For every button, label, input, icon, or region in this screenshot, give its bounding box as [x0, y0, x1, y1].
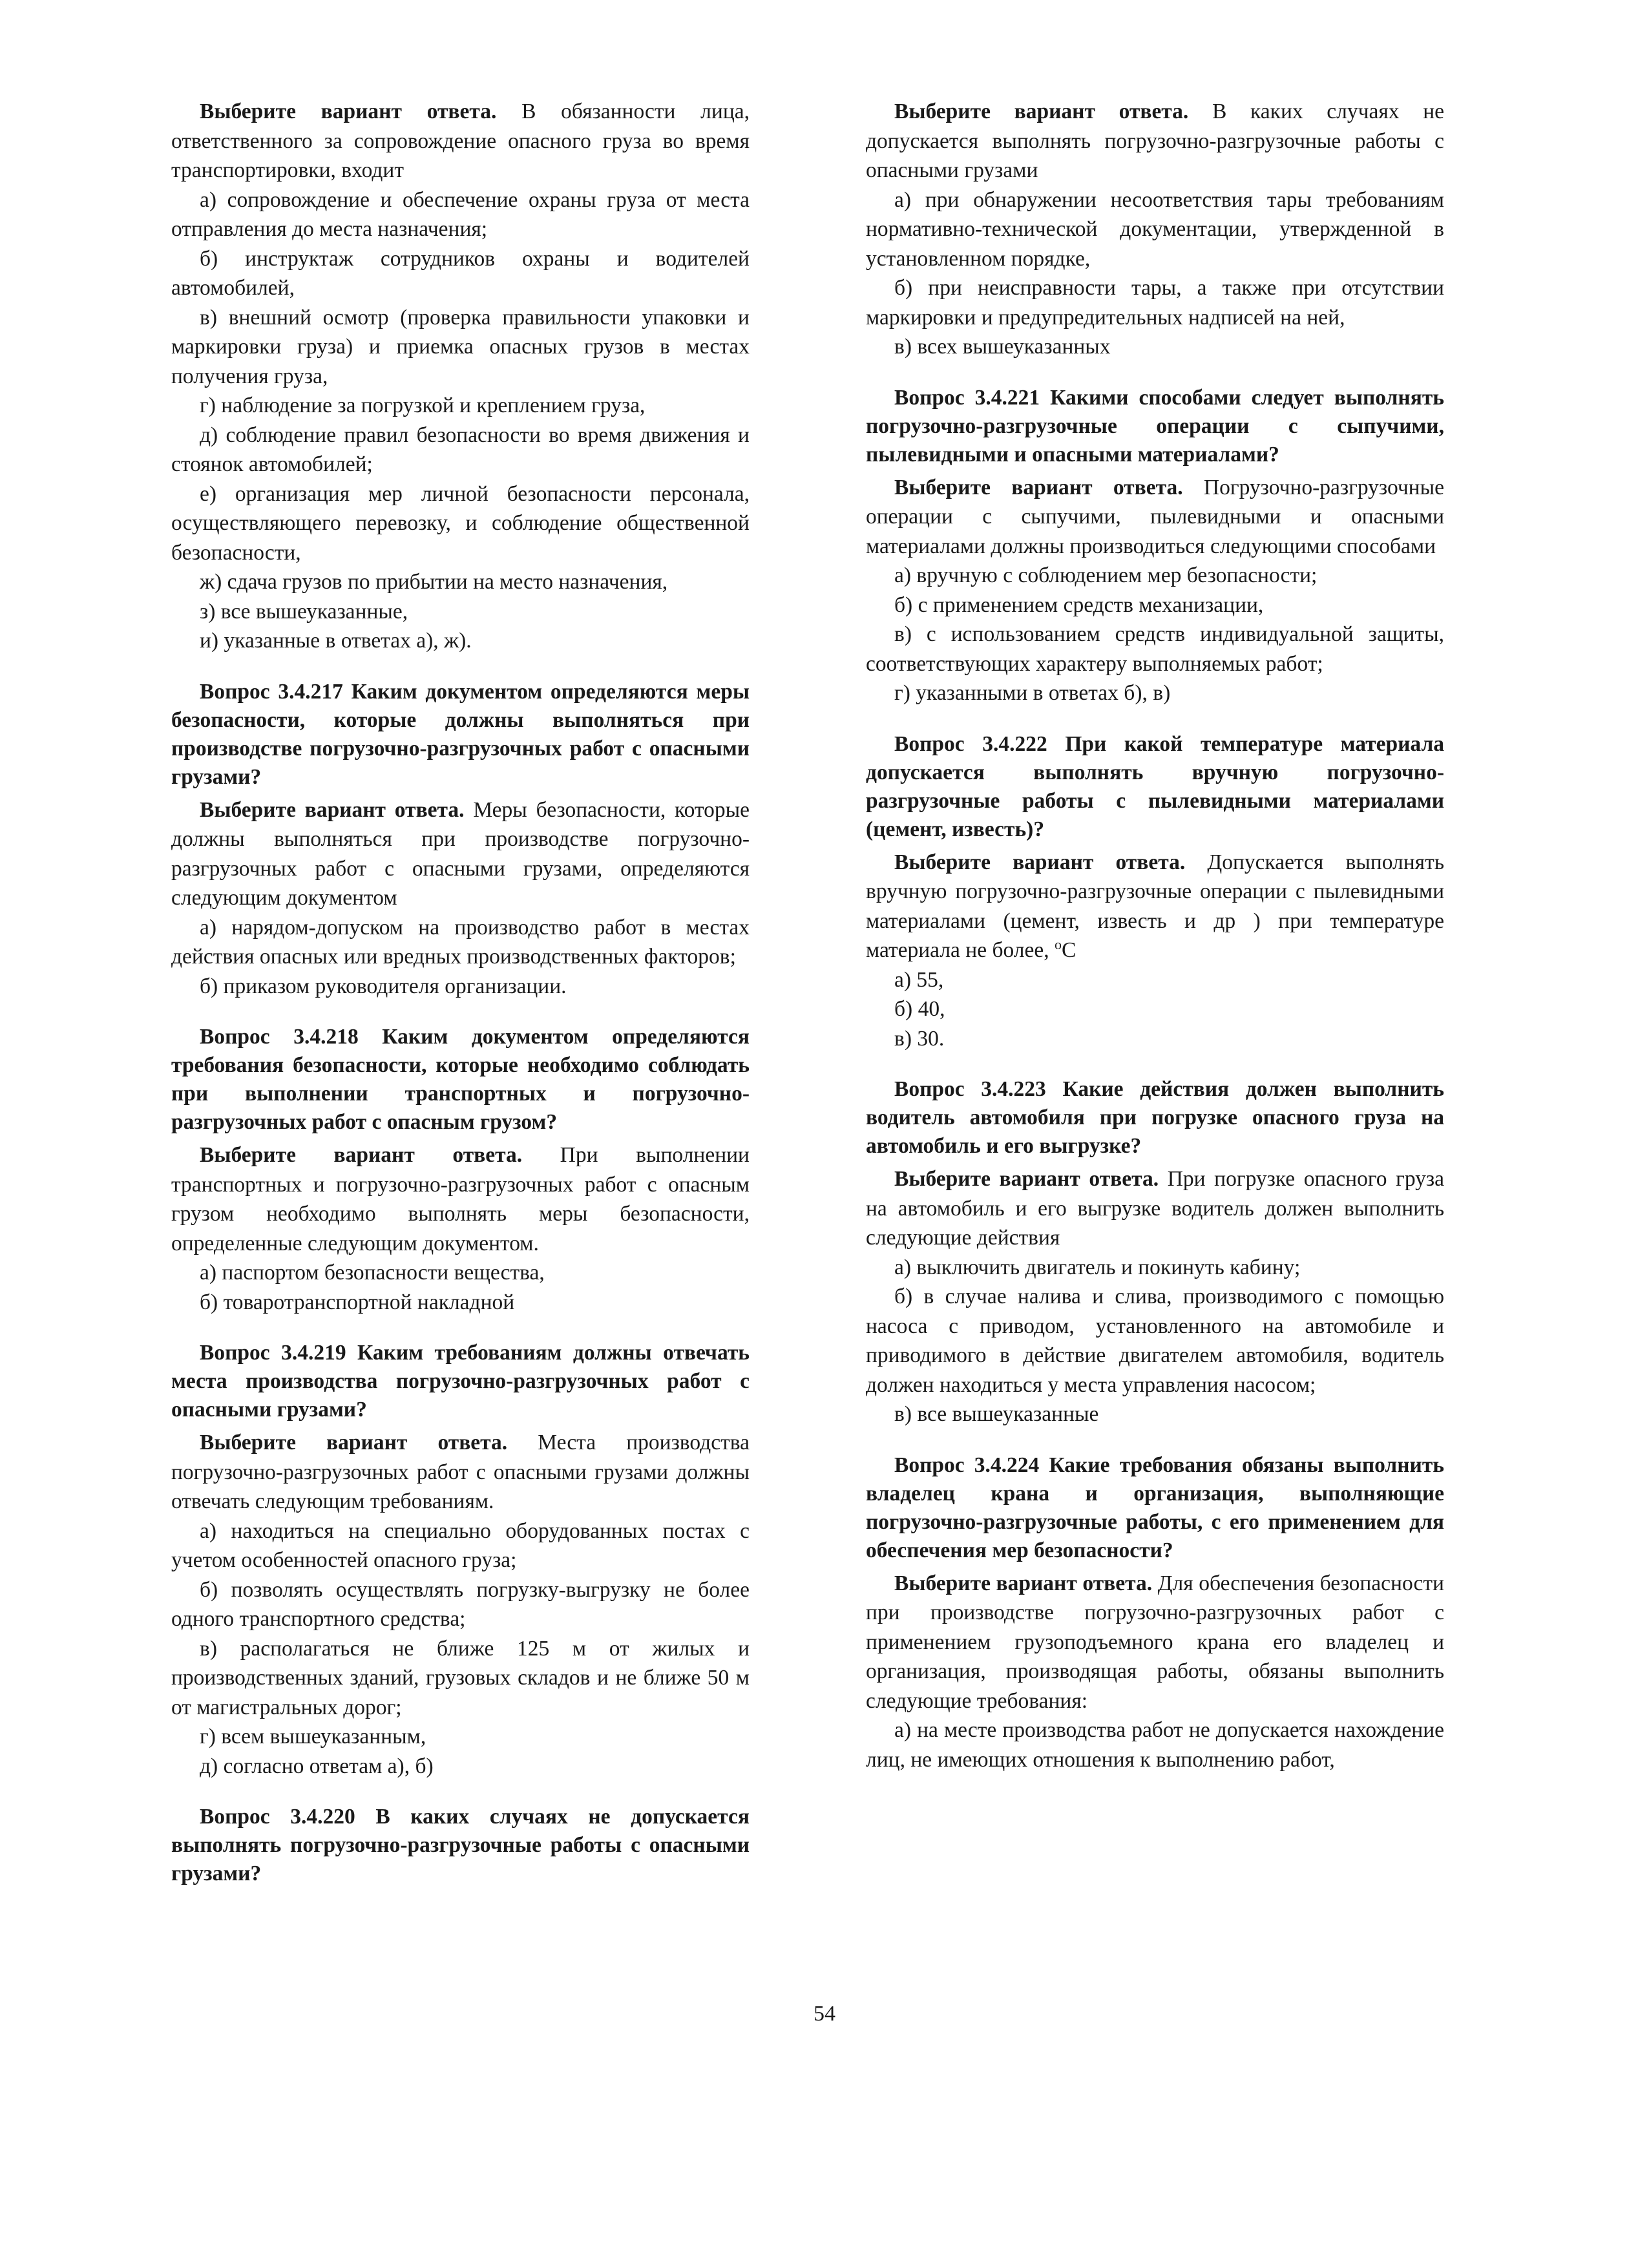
answer-intro-text: При выполнении транспортных и погрузочно-разгрузочных работ с опасным грузом необходимо выполнять меры безопасности, определенные следующим документом.	[171, 1143, 750, 1255]
answer-option: в) располагаться не ближе 125 м от жилых и производственных зданий, грузовых складов и не ближе 50 м от магистральных дорог;	[171, 1636, 750, 1719]
left-column	[171, 97, 750, 1910]
question-block	[866, 1451, 1444, 1775]
answer-option: д) соблюдение правил безопасности во время движения и стоянок автомобилей;	[171, 423, 750, 476]
answer-intro	[171, 97, 750, 185]
answer-option: з) все вышеуказанные,	[200, 599, 408, 624]
question-heading: Вопрос 3.4.219 Каким требованиям должны отвечать места производства погрузочно-разгрузочных работ с опасными грузами?	[171, 1341, 750, 1422]
answer-option: в) с использованием средств индивидуальной защиты, соответствующих характеру выполняемых работ;	[866, 622, 1444, 676]
answer-lead-label: Выберите вариант ответа.	[894, 1571, 1153, 1595]
question-heading: Вопрос 3.4.222 При какой температуре материала допускается выполнять вручную погрузочно-разгрузочные работы с пылевидными материалами (цемент, известь)?	[866, 731, 1444, 841]
question-heading: Вопрос 3.4.224 Какие требования обязаны выполнить владелец крана и организация, выполняющие погрузочно-разгрузочные работы, с его применением для обеспечения мер безопасности?	[866, 1453, 1444, 1562]
answer-option: е) организация мер личной безопасности персонала, осуществляющего перевозку, и соблюдение общественной безопасности,	[171, 481, 750, 565]
answer-option: б) в случае налива и слива, производимого с помощью насоса с приводом, установленного на автомобиле и приводимого в действие двигателем автомобиля, водитель должен находиться у места управления насосом;	[866, 1285, 1444, 1397]
answer-lead-label: Выберите вариант ответа.	[894, 100, 1189, 123]
answer-option: в) внешний осмотр (проверка правильности упаковки и маркировки груза) и приемка опасных грузов в местах получения груза,	[171, 305, 750, 388]
answer-lead-label: Выберите вариант ответа.	[200, 797, 465, 822]
answer-option: б) товаротранспортной накладной	[200, 1290, 515, 1314]
answer-intro-text: Допускается выполнять вручную погрузочно-разгрузочные операции с пылевидными материалами (цемент, известь и др ) при температуре материала не более,	[866, 850, 1444, 962]
answer-intro	[866, 848, 1444, 965]
question-heading: Вопрос 3.4.221 Какими способами следует выполнять погрузочно-разгрузочные операции с сыпучими, пылевидными и опасными материалами?	[866, 385, 1444, 467]
question-block	[171, 1023, 750, 1317]
answer-intro	[866, 1164, 1444, 1253]
answer-option: а) паспортом безопасности вещества,	[200, 1261, 545, 1285]
question-block	[171, 1803, 750, 1888]
answer-intro-text: Погрузочно-разгрузочные операции с сыпучими, пылевидными и опасными материалами должны производиться следующими способами	[866, 475, 1444, 558]
answer-option: б) позволять осуществлять погрузку-выгрузку не более одного транспортного средства;	[171, 1577, 750, 1631]
answer-intro	[171, 1428, 750, 1517]
answer-option: и) указанные в ответах а), ж).	[200, 629, 472, 653]
answer-lead-label: Выберите вариант ответа.	[200, 1431, 508, 1454]
answer-intro	[866, 473, 1444, 562]
answer-option: а) вручную с соблюдением мер безопасности;	[894, 563, 1318, 587]
answer-option: а) находиться на специально оборудованных постах с учетом особенностей опасного груза;	[171, 1518, 750, 1572]
answer-intro-text: При погрузке опасного груза на автомобиль и его выгрузке водитель должен выполнить следующие действия	[866, 1167, 1444, 1250]
answer-intro-text: Меры безопасности, которые должны выполняться при производстве погрузочно-разгрузочных работ с опасными грузами, определяются следующим документом	[171, 797, 750, 910]
answer-option: б) 40,	[894, 997, 945, 1021]
question-heading: Вопрос 3.4.223 Какие действия должен выполнить водитель автомобиля при погрузке опасного груза на автомобиль и его выгрузке?	[866, 1077, 1444, 1158]
question-block	[866, 384, 1444, 708]
answer-intro	[866, 1569, 1444, 1716]
question-block	[171, 97, 750, 656]
question-heading: Вопрос 3.4.220 В каких случаях не допускается выполнять погрузочно-разгрузочные работы с опасными грузами?	[171, 1805, 750, 1885]
answer-option: г) всем вышеуказанным,	[200, 1725, 426, 1748]
question-block	[866, 730, 1444, 1054]
answer-lead-label: Выберите вариант ответа.	[894, 850, 1186, 874]
answer-intro	[866, 97, 1444, 185]
answer-option: в) 30.	[894, 1026, 945, 1051]
answer-option: ж) сдача грузов по прибытии на место назначения,	[200, 570, 668, 594]
answer-option: а) на месте производства работ не допускается нахождение лиц, не имеющих отношения к выполнению работ,	[866, 1718, 1444, 1772]
right-column	[866, 97, 1444, 1796]
answer-intro-text: Для обеспечения безопасности при производстве погрузочно-разгрузочных работ с применением грузоподъемного крана его владелец и организация, производящая работы, обязаны выполнить следующие требования:	[866, 1571, 1444, 1713]
question-block	[171, 1339, 750, 1781]
answer-option: б) приказом руководителя организации.	[200, 974, 567, 998]
answer-lead-label: Выберите вариант ответа.	[200, 1143, 523, 1167]
answer-option: г) наблюдение за погрузкой и креплением груза,	[200, 394, 646, 417]
answer-intro-text: В каких случаях не допускается выполнять погрузочно-разгрузочные работы с опасными грузами	[866, 100, 1444, 182]
answer-option: б) инструктаж сотрудников охраны и водителей автомобилей,	[171, 246, 750, 300]
question-block	[866, 97, 1444, 362]
answer-option: б) с применением средств механизации,	[894, 593, 1264, 617]
answer-intro	[171, 795, 750, 913]
question-heading: Вопрос 3.4.217 Каким документом определяются меры безопасности, которые должны выполняться при производстве погрузочно-разгрузочных работ с опасными грузами?	[171, 679, 750, 789]
question-block	[171, 678, 750, 1002]
answer-lead-label: Выберите вариант ответа.	[894, 1167, 1159, 1191]
answer-option: б) при неисправности тары, а также при отсутствии маркировки и предупредительных надписей на ней,	[866, 276, 1444, 330]
degree-sign: o	[1055, 936, 1062, 952]
unit-label: C	[1062, 938, 1077, 962]
answer-lead-label: Выберите вариант ответа.	[894, 475, 1183, 499]
answer-lead-label: Выберите вариант ответа.	[200, 100, 497, 123]
answer-intro-text: В обязанности лица, ответственного за сопровождение опасного груза во время транспортировки, входит	[171, 100, 750, 182]
answer-option: а) при обнаружении несоответствия тары требованиям нормативно-технической документации, утвержденной в установленном порядке,	[866, 187, 1444, 271]
answer-option: д) согласно ответам а), б)	[200, 1754, 434, 1778]
answer-option: а) нарядом-допуском на производство работ в местах действия опасных или вредных производственных факторов;	[171, 915, 750, 969]
page-number: 54	[814, 2002, 835, 2026]
answer-option: в) все вышеуказанные	[894, 1402, 1099, 1426]
answer-intro-text: Места производства погрузочно-разгрузочных работ с опасными грузами должны отвечать следующим требованиям.	[171, 1431, 750, 1513]
answer-option: г) указанными в ответах б), в)	[894, 681, 1171, 705]
answer-intro	[171, 1140, 750, 1258]
question-heading: Вопрос 3.4.218 Каким документом определяются требования безопасности, которые необходимо соблюдать при выполнении транспортных и погрузочно-разгрузочных работ с опасным грузом?	[171, 1025, 750, 1134]
answer-option: а) выключить двигатель и покинуть кабину;	[894, 1255, 1301, 1279]
question-block	[866, 1075, 1444, 1429]
answer-option: в) всех вышеуказанных	[894, 335, 1111, 359]
answer-option: а) сопровождение и обеспечение охраны груза от места отправления до места назначения;	[171, 187, 750, 241]
answer-option: а) 55,	[894, 967, 944, 992]
